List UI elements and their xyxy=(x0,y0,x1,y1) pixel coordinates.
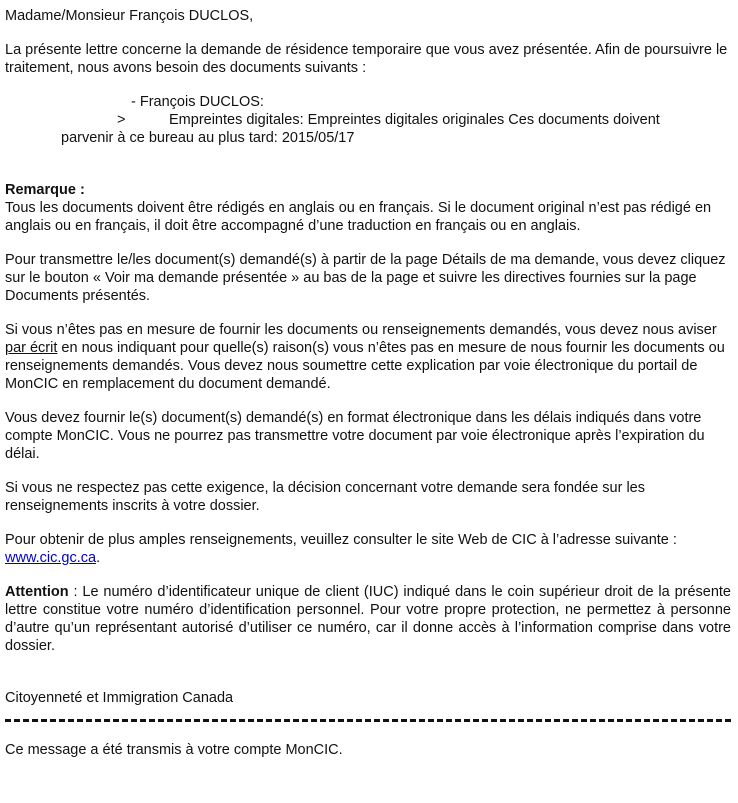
info-paragraph xyxy=(5,531,731,567)
transmit-paragraph: Pour transmettre le/les document(s) demandé(s) à partir de la page Détails de ma demande, vous devez cliquez sur le bouton « Voir ma demande présentée » au bas de la page et suivre les directives fournies sur la page Documents présentés. xyxy=(5,252,726,304)
attention-paragraph xyxy=(5,583,731,655)
info-suffix: . xyxy=(96,550,101,566)
requirement-paragraph: Si vous ne respectez pas cette exigence, la décision concernant votre demande sera fondée sur les renseignements inscrits à votre dossier. xyxy=(5,480,645,514)
footer-message: Ce message a été transmis à votre compte MonCIC. xyxy=(5,742,343,758)
document-item-text: Empreintes digitales: Empreintes digitales originales Ces documents doivent xyxy=(169,112,660,128)
document-item xyxy=(5,111,731,129)
attention-text: : Le numéro d’identificateur unique de client (IUC) indiqué dans le coin supérieur droit de la présente lettre constitue votre numéro d’identification personnel. Pour votre propre protection, ne permettez à personne d’autre qu’un représentant autorisé d’utiliser ce numéro, car il donne accès à l’information comprise dans votre dossier. xyxy=(5,584,731,654)
greeting: Madame/Monsieur François DUCLOS, xyxy=(5,8,254,24)
unable-text-before: Si vous n’êtes pas en mesure de fournir les documents ou renseignements demandés, vous devez nous aviser xyxy=(5,322,717,338)
info-text: Pour obtenir de plus amples renseignements, veuillez consulter le site Web de CIC à l’adresse suivante : xyxy=(5,532,677,548)
unable-text-after: en nous indiquant pour quelle(s) raison(s) vous n’êtes pas en mesure de nous fournir les documents ou renseignements demandés. Vous devez nous soumettre cette explication par voie électronique du portail de MonCIC en remplacement du document demandé. xyxy=(5,340,725,392)
in-writing-emphasis: par écrit xyxy=(5,340,58,356)
cic-website-link[interactable]: www.cic.gc.ca xyxy=(5,550,97,566)
dashed-separator xyxy=(5,719,731,722)
unable-paragraph xyxy=(5,321,731,393)
remark-section xyxy=(5,181,731,235)
intro-paragraph: La présente lettre concerne la demande de résidence temporaire que vous avez présentée. Afin de poursuivre le traitement, nous avons besoin des documents suivants : xyxy=(5,42,728,76)
document-person: - François DUCLOS: xyxy=(131,94,264,110)
requested-documents xyxy=(5,93,731,147)
letter xyxy=(5,7,731,759)
remark-text: Tous les documents doivent être rédigés en anglais ou en français. Si le document original n’est pas rédigé en anglais ou en français, il doit être accompagné d’une traduction en français ou en anglais. xyxy=(5,200,712,234)
remark-title: Remarque : xyxy=(5,182,85,198)
document-deadline: parvenir à ce bureau au plus tard: 2015/05/17 xyxy=(61,130,355,146)
arrow-bullet-icon: > xyxy=(117,112,126,128)
electronic-paragraph: Vous devez fournir le(s) document(s) demandé(s) en format électronique dans les délais indiqués dans votre compte MonCIC. Vous ne pourrez pas transmettre votre document par voie électronique après l’expiration du délai. xyxy=(5,410,705,462)
attention-label: Attention xyxy=(5,584,69,600)
signature: Citoyenneté et Immigration Canada xyxy=(5,690,234,706)
